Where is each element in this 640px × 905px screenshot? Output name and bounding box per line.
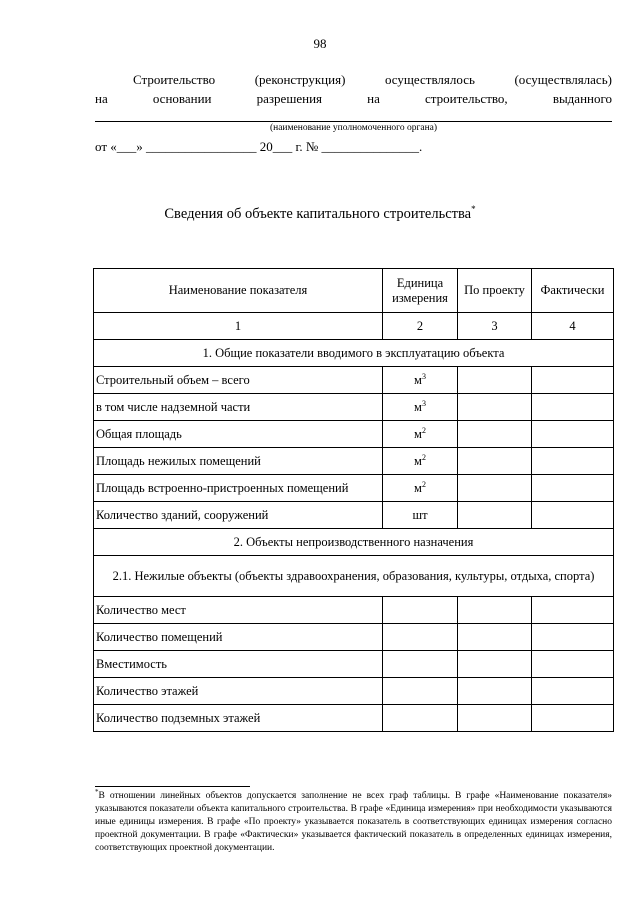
indicator-name: Количество этажей [94, 678, 383, 705]
intro-word: (реконструкция) [254, 72, 346, 87]
table-row [94, 475, 614, 502]
intro-word: (осуществлялась) [514, 72, 612, 87]
intro-word: осуществлялось [384, 72, 475, 87]
intro-word: основании [152, 91, 212, 106]
project-value-cell [458, 448, 532, 475]
actual-value-cell [532, 678, 614, 705]
footnote-text: В отношении линейных объектов допускается заполнение не всех граф таблицы. В графе «Наименование показателя» указываются показатели объекта капитального строительства. В графе «Единица измерения» при необходимости указываются иные единицы измерения. В графе «По проекту» указывается показатель в соответствующих единицах измерения согласно проектной документации. В графе «Фактически» указывается фактический показатель в определенных единицах измерения, соответствующих проектной документации. [95, 791, 612, 853]
actual-value-cell [532, 448, 614, 475]
header-cell: Наименование показателя [94, 269, 383, 313]
section-title-text: Сведения об объекте капитального строительства [164, 206, 472, 222]
unit-exponent: 2 [421, 479, 426, 489]
subgroup-row [94, 556, 614, 597]
footnote-mark: * [95, 787, 99, 796]
table-row [94, 394, 614, 421]
authority-fill-line [95, 121, 612, 122]
unit-text: м [414, 426, 422, 441]
column-number: 3 [458, 313, 532, 340]
indicator-name: Количество помещений [94, 624, 383, 651]
intro-word: строительство, [425, 91, 508, 106]
unit-cell [383, 502, 458, 529]
table-row [94, 367, 614, 394]
unit-cell [383, 367, 458, 394]
project-value-cell [458, 678, 532, 705]
indicator-name: в том числе надземной части [94, 394, 383, 421]
actual-value-cell [532, 421, 614, 448]
unit-exponent: 3 [421, 371, 426, 381]
intro-word: на [367, 91, 380, 106]
group-title: 2. Объекты непроизводственного назначения [94, 529, 614, 556]
unit-text: шт [412, 507, 428, 522]
footnote-mark: * [471, 204, 476, 215]
project-value-cell [458, 394, 532, 421]
indicator-name: Количество зданий, сооружений [94, 502, 383, 529]
column-number: 2 [383, 313, 458, 340]
unit-text: м [414, 399, 422, 414]
footnote [95, 787, 612, 855]
subgroup-title: 2.1. Нежилые объекты (объекты здравоохранения, образования, культуры, отдыха, спорта) [94, 556, 614, 597]
group-row [94, 529, 614, 556]
column-number: 4 [532, 313, 614, 340]
unit-text: м [414, 480, 422, 495]
unit-cell [383, 448, 458, 475]
page-number: 98 [313, 36, 327, 51]
unit-cell [383, 421, 458, 448]
footnote-separator [95, 786, 250, 787]
table-row [94, 705, 614, 732]
table-row [94, 624, 614, 651]
unit-exponent: 3 [421, 398, 426, 408]
project-value-cell [458, 624, 532, 651]
project-value-cell [458, 651, 532, 678]
header-cell: По проекту [458, 269, 532, 313]
table-row [94, 421, 614, 448]
indicator-name: Количество мест [94, 597, 383, 624]
intro-word: на [95, 91, 108, 106]
indicator-name: Площадь встроенно-пристроенных помещений [94, 475, 383, 502]
project-value-cell [458, 367, 532, 394]
intro-line-1 [95, 72, 612, 88]
indicator-name: Вместимость [94, 651, 383, 678]
table-header-row [94, 269, 614, 313]
project-value-cell [458, 421, 532, 448]
actual-value-cell [532, 367, 614, 394]
actual-value-cell [532, 475, 614, 502]
unit-text: м [414, 372, 422, 387]
table-row [94, 448, 614, 475]
table-row [94, 597, 614, 624]
intro-line-2 [95, 91, 612, 107]
unit-exponent: 2 [421, 425, 426, 435]
intro-word: выданного [552, 91, 612, 106]
table-row [94, 502, 614, 529]
project-value-cell [458, 475, 532, 502]
unit-cell [383, 678, 458, 705]
indicator-name: Строительный объем – всего [94, 367, 383, 394]
project-value-cell [458, 502, 532, 529]
table-row [94, 651, 614, 678]
project-value-cell [458, 597, 532, 624]
actual-value-cell [532, 394, 614, 421]
header-cell: Фактически [532, 269, 614, 313]
actual-value-cell [532, 502, 614, 529]
table-row [94, 678, 614, 705]
indicator-name: Площадь нежилых помещений [94, 448, 383, 475]
unit-cell [383, 475, 458, 502]
indicator-name: Количество подземных этажей [94, 705, 383, 732]
actual-value-cell [532, 624, 614, 651]
unit-cell [383, 597, 458, 624]
project-value-cell [458, 705, 532, 732]
group-title: 1. Общие показатели вводимого в эксплуатацию объекта [94, 340, 614, 367]
permit-date-line: от «___» _________________ 20___ г. № _______________. [95, 139, 423, 154]
unit-cell [383, 651, 458, 678]
header-cell: Единица измерения [383, 269, 458, 313]
actual-value-cell [532, 597, 614, 624]
unit-cell [383, 394, 458, 421]
authority-caption: (наименование уполномоченного органа) [269, 123, 438, 133]
column-number-row [94, 313, 614, 340]
actual-value-cell [532, 651, 614, 678]
intro-word: разрешения [256, 91, 323, 106]
unit-cell [383, 624, 458, 651]
unit-exponent: 2 [421, 452, 426, 462]
unit-cell [383, 705, 458, 732]
group-row [94, 340, 614, 367]
section-title [0, 206, 640, 223]
actual-value-cell [532, 705, 614, 732]
column-number: 1 [94, 313, 383, 340]
unit-text: м [414, 453, 422, 468]
object-indicators-table [93, 268, 614, 732]
indicator-name: Общая площадь [94, 421, 383, 448]
intro-word: Строительство [133, 72, 216, 87]
